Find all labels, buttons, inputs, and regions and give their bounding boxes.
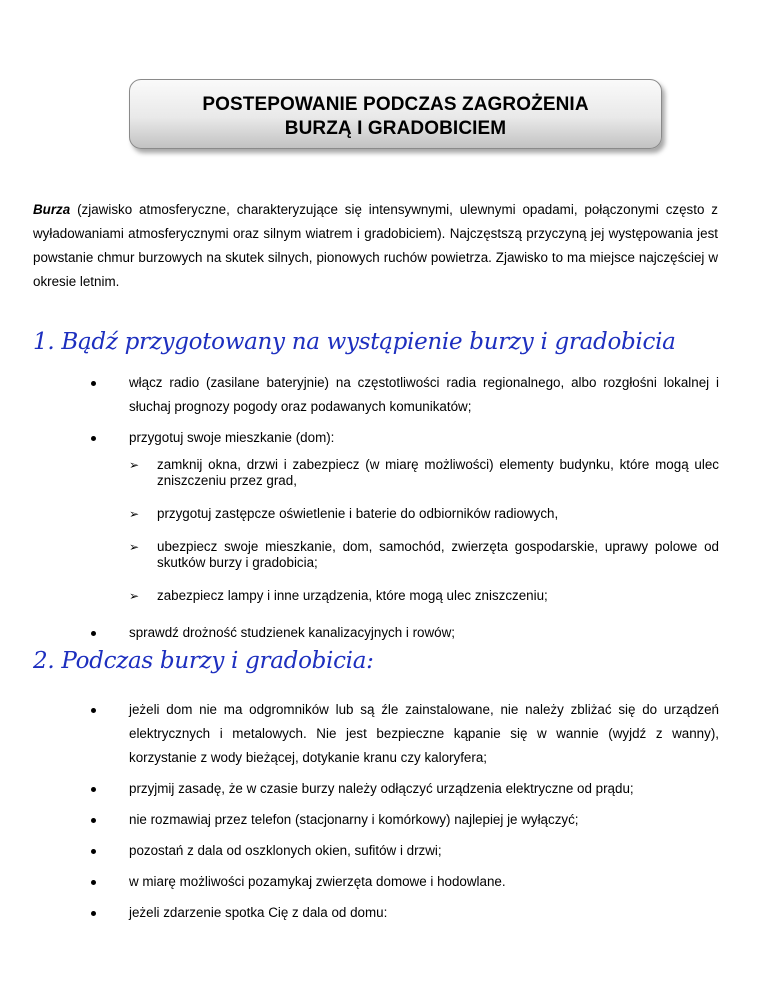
list-item: w miarę możliwości pozamykaj zwierzęta domowe i hodowlane. bbox=[0, 870, 719, 894]
title-box bbox=[129, 79, 662, 149]
list-item: pozostań z dala od oszklonych okien, sufitów i drzwi; bbox=[0, 839, 719, 863]
section-2-list bbox=[0, 698, 768, 932]
list-item: jeżeli dom nie ma odgromników lub są źle zainstalowane, nie należy zbliżać się do urządzeń elektrycznych i metalowych. Nie jest bezpieczne kąpanie się w wannie (wyjdź z wanny), korzystanie z wody bieżącej, dotykanie kranu czy kaloryfera; bbox=[0, 698, 719, 770]
sub-list-item: ➢ zamknij okna, drzwi i zabezpiecz (w miarę możliwości) elementy budynku, które mogą ulec zniszczeniu przez grad, bbox=[129, 457, 719, 489]
list-item-with-subitems bbox=[0, 426, 719, 604]
section-1-list bbox=[0, 371, 768, 652]
section-2-heading: 2. Podczas burzy i gradobicia: bbox=[33, 648, 374, 674]
list-item: przyjmij zasadę, że w czasie burzy należy odłączyć urządzenia elektryczne od prądu; bbox=[0, 777, 719, 801]
sub-list-item: ➢ przygotuj zastępcze oświetlenie i baterie do odbiorników radiowych, bbox=[129, 506, 719, 522]
list-item: jeżeli zdarzenie spotka Cię z dala od domu: bbox=[0, 901, 719, 925]
list-item-text: przygotuj swoje mieszkanie (dom): bbox=[129, 430, 335, 445]
sub-list-item: ➢ ubezpiecz swoje mieszkanie, dom, samochód, zwierzęta gospodarskie, uprawy polowe od skutków burzy i gradobicia; bbox=[129, 539, 719, 571]
intro-text: (zjawisko atmosferyczne, charakteryzujące się intensywnymi, ulewnymi opadami, połączonymi często z wyładowaniami atmosferycznymi oraz silnym wiatrem i gradobiciem). Najczęstszą przyczyną jej występowania jest powstanie chmur burzowych na skutek silnych, pionowych ruchów powietrza. Zjawisko to ma miejsce najczęściej w okresie letnim. bbox=[33, 202, 718, 289]
sub-list bbox=[129, 457, 719, 604]
list-item: włącz radio (zasilane bateryjnie) na częstotliwości radia regionalnego, albo rozgłośni lokalnej i słuchaj prognozy pogody oraz podawanych komunikatów; bbox=[0, 371, 719, 419]
intro-paragraph bbox=[33, 198, 718, 294]
sub-list-item: ➢ zabezpiecz lampy i inne urządzenia, które mogą ulec zniszczeniu; bbox=[129, 588, 719, 604]
list-item: sprawdź drożność studzienek kanalizacyjnych i rowów; bbox=[0, 621, 719, 645]
list-item: nie rozmawiaj przez telefon (stacjonarny i komórkowy) najlepiej je wyłączyć; bbox=[0, 808, 719, 832]
title-line-1: POSTEPOWANIE PODCZAS ZAGROŻENIA bbox=[202, 94, 589, 115]
intro-term: Burza bbox=[33, 202, 71, 217]
section-1-heading: 1. Bądź przygotowany na wystąpienie burzy i gradobicia bbox=[33, 329, 676, 355]
title-line-2: BURZĄ I GRADOBICIEM bbox=[284, 118, 507, 139]
